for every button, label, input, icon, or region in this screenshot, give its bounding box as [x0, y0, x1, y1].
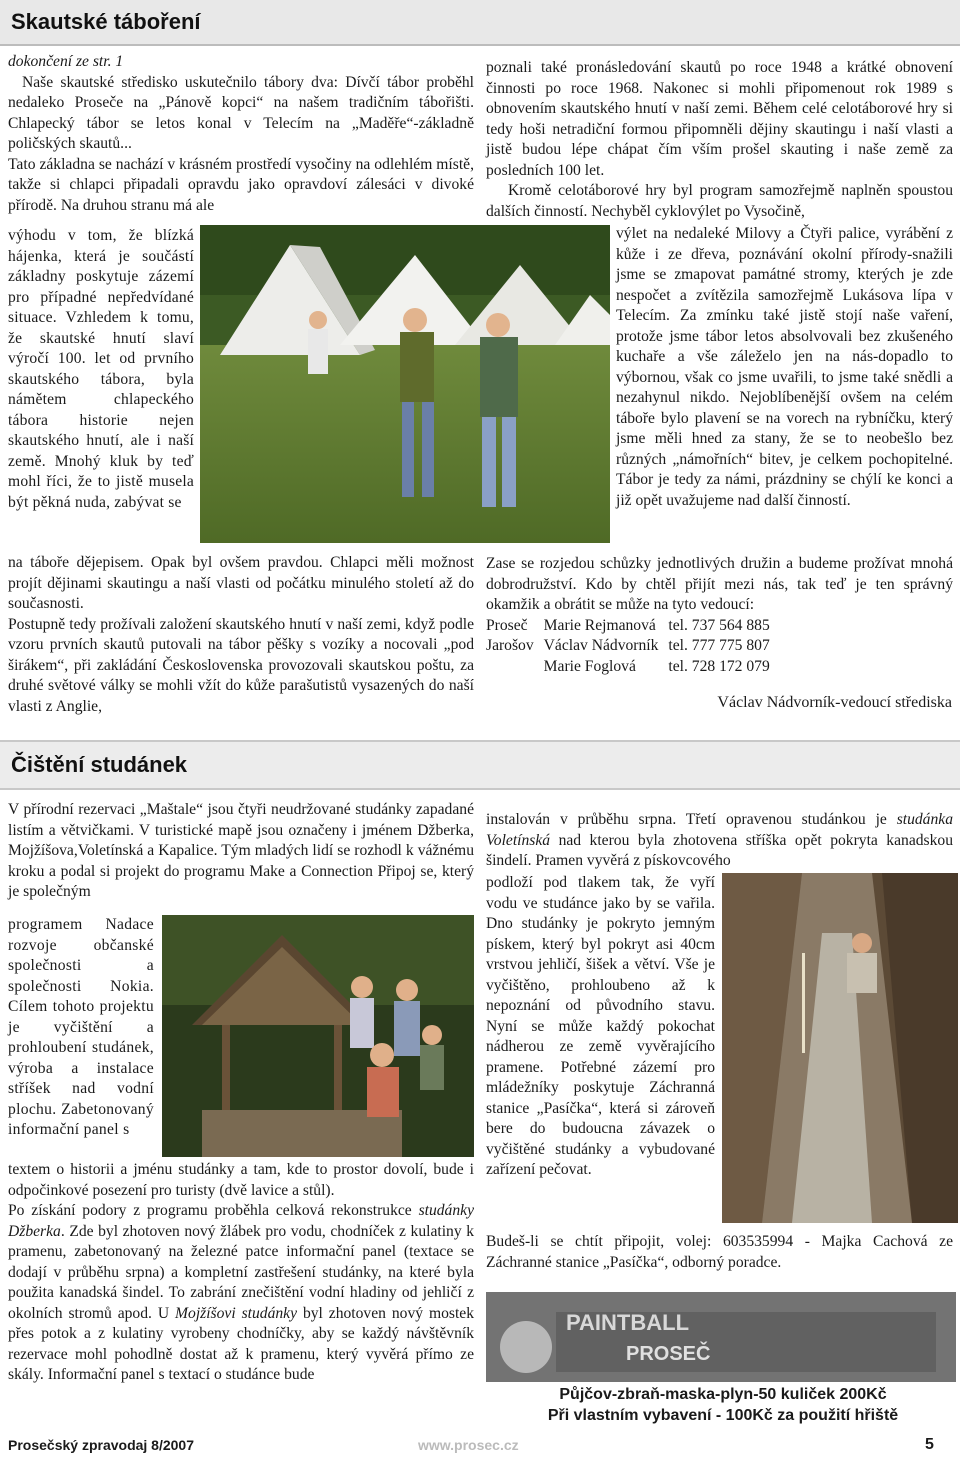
section-header: [0, 740, 960, 790]
paragraph: Tato základna se nachází v krásném prostředí vysočiny na odlehlém místě, takže si chlapci připadali opravdu jako opravdoví zálesáci v divoké přírodě. Na druhou stranu má ale: [8, 155, 474, 214]
contact-row: [486, 657, 780, 678]
footer-website-link[interactable]: www.prosec.cz: [418, 1437, 519, 1453]
section-title: Skautské táboření: [11, 9, 201, 34]
section2-left-bottom: [8, 1160, 474, 1386]
paragraph: podloží pod tlakem tak, že vyří vodu ve studánce jako by se vařila. Dno studánky je pokryto jemným pískem, který byl pokryt asi 40cm vrstvou jehličí, šišek a větví. Vše je vyčištěno, prohloubeno až k nepoznání od původního stavu. Nyní se může každý pokochat nádherou ze země vyvěrajícího pramene. Potřebné zázemí pro mládežníky poskytuje Záchranná stanice „Pasíčka“, která si zároveň bere do budoucna závazek o vyčištěné studánky a vybudované zařízení pečovat.: [486, 874, 715, 1178]
text: . Zde byl zhotoven nový žlábek pro vodu, chodníček z kulatiny k pramenu, zabetonovaný na železné patce informační panel (textace se dodají v průběhu srpna) a kompletní zastřešení studánky, na které byla použita kanadská šindel. To zabrání znečištění vodní hladiny od jehličí z okolních stromů apod. U: [8, 1222, 474, 1322]
contact-row: [486, 616, 780, 637]
spring-photo: [722, 873, 958, 1223]
contact-place: [486, 657, 544, 678]
article1-left-column: [8, 52, 474, 216]
contacts-table: [486, 616, 780, 678]
paragraph: Budeš-li se chtít připojit, volej: 603535994 - Majka Cachová ze Záchranné stanice „Pasíčka“, odborný poradce.: [486, 1233, 953, 1271]
paragraph: Kromě celotáborové hry byl program samozřejmě naplněn spoustou dalších činností. Nechyběl cyklovýlet po Vysočině,: [486, 182, 953, 220]
camp-photo: [200, 225, 610, 543]
contact-row: [486, 636, 780, 657]
text: nad kterou byla zhotovena stříška opět pokryta kanadskou šindelí. Pramen vyvěrá z pískovcového: [486, 831, 953, 869]
paragraph: programem Nadace rozvoje občanské společnosti a společnosti Nokia. Cílem tohoto projektu je vyčištění a prohloubení studánek, výroba a instalace stříšek nad vodní plochu. Zabetonovaný informační panel s: [8, 916, 154, 1138]
paragraph: výlet na nedaleké Milovy a Čtyři palice, vyrábění z kůže i ze dřeva, poznávání okolní přírody-snažili jsme se zmapovat památné stromy, kterých je zde nespočet a zvítězila samozřejmě Lukásova lípa v Telecím. Za zmínku také jistě stojí naše vaření, protože jsme tábor letos absolvovali bez zkušeného kuchaře a vše záleželo jen na nás-dopadlo to výbornou, však co jsme uvařili, to jsme také snědli a nezahynul nikdo. Nejoblíbenější ovšem na celém táboře bylo plavení se na vorech na rybníčku, který jsme měli hned za stany, že se to neobešlo bez různých „námořních“ bitev, je celkem pochopitelné. Tábor je tedy za námi, prázdniny se chýlí ke konci a již opět uvažujeme nad další činností.: [616, 225, 953, 509]
section-title: Čištění studánek: [11, 752, 188, 777]
contact-name: Václav Nádvorník: [543, 637, 659, 654]
text: studánky Džberka: [8, 1202, 474, 1240]
paragraph: [8, 1201, 474, 1386]
svg-text:PROSEČ: PROSEČ: [626, 1343, 711, 1365]
section-header: [0, 0, 960, 46]
contact-phone: tel. 777 775 807: [668, 637, 770, 654]
article1-left-bottom: [8, 553, 474, 717]
text: Po získání podory z programu proběhla celková rekonstrukce: [8, 1202, 419, 1219]
paragraph: textem o historii a jménu studánky a tam, kde to prostor dovolí, bude i odpočinkové posezení pro turisty (dvě lavice a stůl).: [8, 1161, 474, 1199]
paintball-banner: [486, 1292, 956, 1382]
paragraph: Zase se rozjedou schůzky jednotlivých družin a budeme prožívat mnohá dobrodružství. Kdo by chtěl přijít mezi nás, tak teď je ten správný okamžik a obrátit se může na tyto vedoucí:: [486, 555, 953, 613]
section2-right-top: [486, 810, 953, 872]
article1-left-narrow: [8, 226, 194, 513]
paragraph: V přírodní rezervaci „Maštale“ jsou čtyři neudržované studánky zapadané listím a větvičkami. V turistické mapě jsou označeny i jménem Džberka, Mojžíšova,Voletínská a Kapalice. Tým mladých lidí se rozhodl k vážnému kroku a podal si projekt do programu Make a Connection Připoj se, který je společným: [8, 801, 474, 900]
paragraph: [486, 810, 953, 872]
article1-right-narrow: [616, 224, 953, 511]
paragraph: poznali také pronásledování skautů po roce 1948 a krátké obnovení činnosti po roce 1968. Nakonec si mohli připomenout rok 1989 s obnovením skautského hnutí v naší zemi. Během celé celotáborové hry si tedy hoši netradiční formou připomněli dějiny skautingu i naší vlasti a jistě budou lépe chápat čím vším prošel skauting i naše země za posledních 100 let.: [486, 59, 953, 179]
page-number: 5: [925, 1436, 934, 1453]
well-photo: [162, 915, 474, 1157]
paragraph: výhodu v tom, že blízká hájenka, která je součástí základny poskytuje zázemí pro případné nepředvídané situace. Vzhledem k tomu, že skautské hnutí slaví výročí 100. let od prvního skautského tábora, byla námětem chlapeckého tábora historie nejen skautského hnutí, ale i naší země. Mnohý kluk by teď mohl říci, že to jistě musela být pěkná nuda, zabývat se: [8, 227, 194, 511]
text: instalován v průběhu srpna. Třetí opravenou studánkou je: [486, 811, 897, 828]
section2-left-narrow: [8, 915, 154, 1141]
contact-phone: tel. 737 564 885: [668, 616, 770, 634]
section2-left-top: [8, 800, 474, 903]
ad-text: [488, 1384, 958, 1426]
section2-right-narrow: [486, 873, 715, 1181]
paragraph: Postupně tedy prožívali založení skautského hnutí v naší zemi, když podle vzoru prvních skautů putovali na tábor pěšky s vozíky a nocovali „pod širákem“, při zakládání Československa provozovali skautskou poštu, za druhé světové války se mohli vžít do kůže parašutistů vysazených do naší vlasti z Anglie,: [8, 615, 474, 715]
ad-line: Půjčov-zbraň-maska-plyn-50 kuliček 200Kč: [559, 1386, 887, 1403]
svg-text:PAINTBALL: PAINTBALL: [566, 1310, 690, 1335]
section2-right-join: [486, 1232, 953, 1273]
contact-place: Proseč: [486, 616, 528, 634]
article1-right-column: [486, 58, 953, 222]
paragraph: na táboře dějepisem. Opak byl ovšem pravdou. Chlapci měli možnost projít dějinami skautingu a naší vlasti od počátku minulého století až do současnosti.: [8, 554, 474, 612]
contact-place: Jarošov: [486, 637, 534, 654]
footer-publication: Prosečský zpravodaj 8/2007: [8, 1437, 195, 1453]
ad-line: Při vlastním vybavení - 100Kč za použití hřiště: [547, 1407, 899, 1424]
continued-note: dokončení ze str. 1: [8, 53, 124, 70]
contact-name: Marie Rejmanová: [543, 616, 656, 634]
contact-phone: tel. 728 172 079: [668, 657, 770, 675]
text: Mojžíšovi studánky: [175, 1304, 298, 1322]
text: byl zhotoven nový mostek přes potok a z kulatiny vyrobeny chodníčky, aby se každý návštěvník rezervace mohl pohodlně dostat až k pramenu, který vyvěrá přímo ze skály. Informační panel s textací o studánce bude: [8, 1304, 475, 1383]
article1-right-bottom: [486, 554, 953, 677]
contact-name: Marie Foglová: [543, 657, 636, 675]
paragraph: Naše skautské středisko uskutečnilo tábory dva: Dívčí tábor proběhl nedaleko Proseče na „Pánově kopci“ na našem tradičním tábořišti. Chlapecký tábor se letos konal v Telecím na „Maděře“-základně poličských skautů...: [8, 73, 474, 152]
text: studánka Voletínská: [486, 811, 953, 849]
signature: Václav Nádvorník-vedoucí střediska: [717, 694, 952, 711]
